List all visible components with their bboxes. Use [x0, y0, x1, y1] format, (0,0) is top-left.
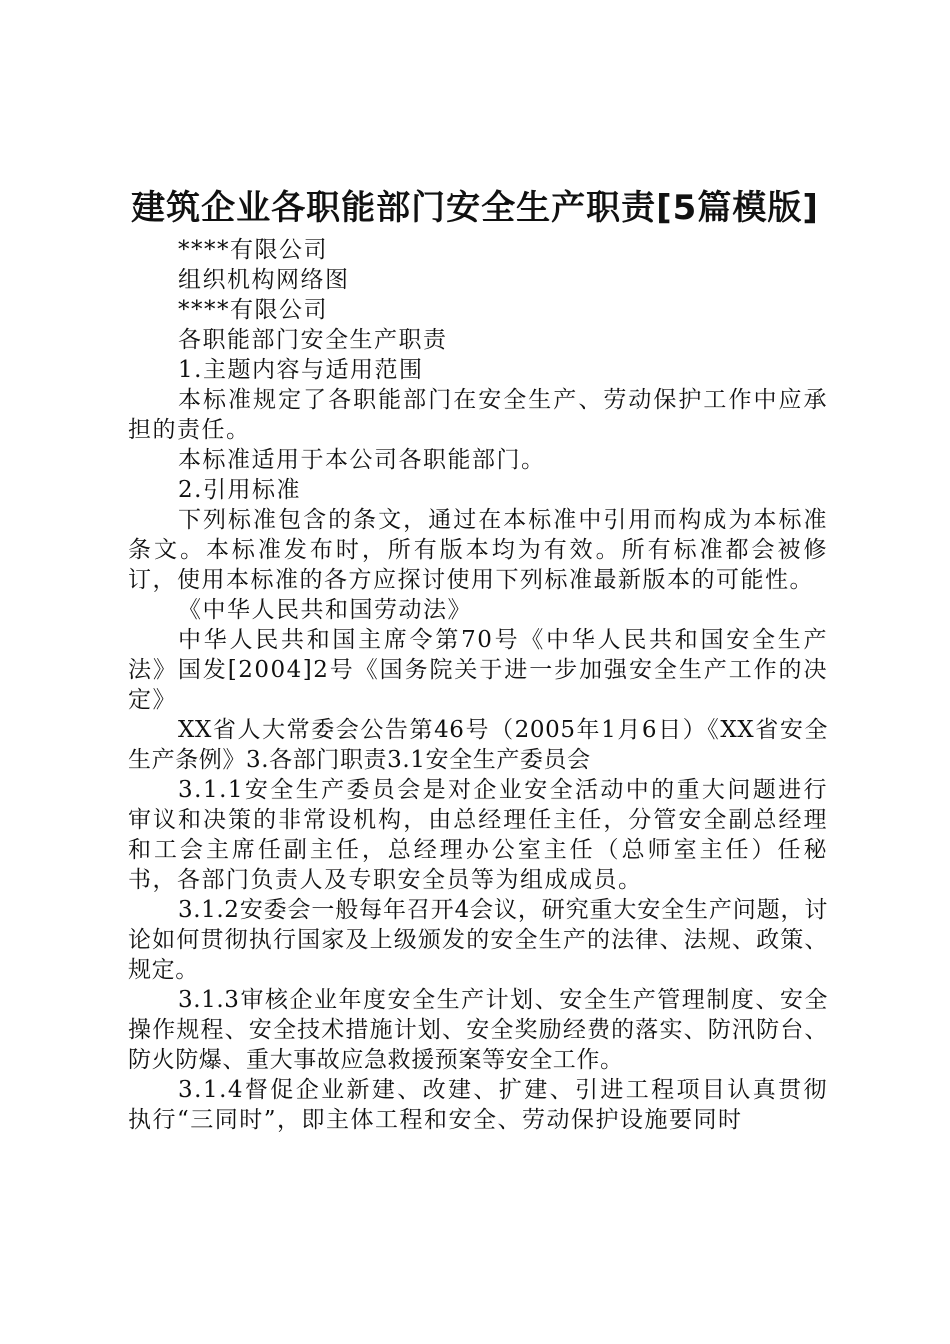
paragraph-clause-3-1-4: 3.1.4督促企业新建、改建、扩建、引进工程项目认真贯彻执行“三同时”，即主体工程和安全、劳动保护设施要同时: [128, 1077, 828, 1133]
paragraph-company-name: ****有限公司: [178, 237, 328, 263]
paragraph-scope-text: 本标准规定了各职能部门在安全生产、劳动保护工作中应承担的责任。: [128, 387, 828, 443]
paragraph-section-heading: 各职能部门安全生产职责: [178, 327, 448, 353]
document-body: [128, 235, 828, 1135]
paragraph-applicability: 本标准适用于本公司各职能部门。: [178, 447, 546, 473]
paragraph-clause-3-1-2: 3.1.2安委会一般每年召开4会议，研究重大安全生产问题，讨论如何贯彻执行国家及上级颁发的安全生产的法律、法规、政策、规定。: [128, 897, 828, 983]
paragraph-safety-law: 中华人民共和国主席令第70号《中华人民共和国安全生产法》国发[2004]2号《国务院关于进一步加强安全生产工作的决定》: [128, 627, 828, 713]
paragraph-company-name-2: ****有限公司: [178, 297, 328, 323]
paragraph-labor-law: 《中华人民共和国劳动法》: [178, 597, 472, 623]
paragraph-references-text: 下列标准包含的条文，通过在本标准中引用而构成为本标准条文。本标准发布时，所有版本均为有效。所有标准都会被修订，使用本标准的各方应探讨使用下列标准最新版本的可能性。: [128, 507, 828, 593]
paragraph-provincial-regulation: XX省人大常委会公告第46号（2005年1月6日）《XX省安全生产条例》3.各部门职责3.1安全生产委员会: [128, 717, 828, 773]
paragraph-clause-3-1-3: 3.1.3审核企业年度安全生产计划、安全生产管理制度、安全操作规程、安全技术措施计划、安全奖励经费的落实、防汛防台、防火防爆、重大事故应急救援预案等安全工作。: [128, 987, 828, 1073]
paragraph-scope-heading: 1.主题内容与适用范围: [178, 357, 424, 383]
paragraph-clause-3-1-1: 3.1.1安全生产委员会是对企业安全活动中的重大问题进行审议和决策的非常设机构，由总经理任主任，分管安全副总经理和工会主席任副主任，总经理办公室主任（总师室主任）任秘书，各部门负责人及专职安全员等为组成成员。: [128, 777, 828, 893]
document-title: 建筑企业各职能部门安全生产职责[5篇模版]: [131, 188, 819, 228]
paragraph-org-chart: 组织机构网络图: [178, 267, 350, 293]
paragraph-references-heading: 2.引用标准: [178, 477, 301, 503]
